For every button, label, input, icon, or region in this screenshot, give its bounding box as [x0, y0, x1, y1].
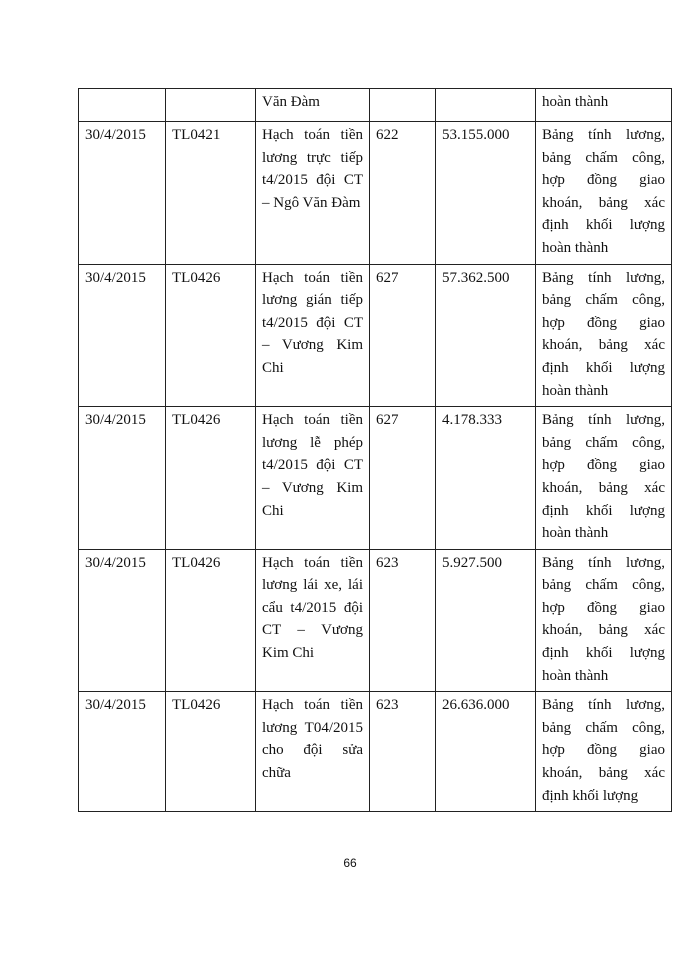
table-row — [79, 549, 672, 692]
date-cell: 30/4/2015 — [79, 549, 166, 692]
account-cell: 627 — [370, 407, 436, 550]
date-cell — [79, 89, 166, 122]
date-cell: 30/4/2015 — [79, 122, 166, 265]
description-cell: Hạch toán tiền lương T04/2015 cho đội sửa chữa — [256, 692, 370, 812]
documents-cell: Bảng tính lương, bảng chấm công, hợp đồng giao khoán, bảng xác định khối lượng — [536, 692, 672, 812]
amount-cell: 4.178.333 — [436, 407, 536, 550]
voucher-code-cell: TL0426 — [166, 549, 256, 692]
voucher-code-cell — [166, 89, 256, 122]
table-row — [79, 89, 672, 122]
description-cell: Hạch toán tiền lương trực tiếp t4/2015 đội CT – Ngô Văn Đàm — [256, 122, 370, 265]
ledger-body — [79, 89, 672, 812]
description-cell: Hạch toán tiền lương lễ phép t4/2015 đội CT – Vương Kim Chi — [256, 407, 370, 550]
documents-cell: Bảng tính lương, bảng chấm công, hợp đồng giao khoán, bảng xác định khối lượng hoàn thành — [536, 264, 672, 407]
account-cell: 627 — [370, 264, 436, 407]
description-cell: Hạch toán tiền lương lái xe, lái cẩu t4/2015 đội CT – Vương Kim Chi — [256, 549, 370, 692]
account-cell: 623 — [370, 692, 436, 812]
voucher-code-cell: TL0421 — [166, 122, 256, 265]
voucher-code-cell: TL0426 — [166, 407, 256, 550]
amount-cell — [436, 89, 536, 122]
date-cell: 30/4/2015 — [79, 692, 166, 812]
table-row — [79, 407, 672, 550]
amount-cell: 53.155.000 — [436, 122, 536, 265]
table-row — [79, 692, 672, 812]
amount-cell: 26.636.000 — [436, 692, 536, 812]
voucher-code-cell: TL0426 — [166, 264, 256, 407]
table-row — [79, 264, 672, 407]
account-cell: 623 — [370, 549, 436, 692]
date-cell: 30/4/2015 — [79, 407, 166, 550]
amount-cell: 57.362.500 — [436, 264, 536, 407]
amount-cell: 5.927.500 — [436, 549, 536, 692]
documents-cell: hoàn thành — [536, 89, 672, 122]
documents-cell: Bảng tính lương, bảng chấm công, hợp đồng giao khoán, bảng xác định khối lượng hoàn thành — [536, 122, 672, 265]
page-number: 66 — [343, 856, 357, 870]
description-cell: Hạch toán tiền lương gián tiếp t4/2015 đội CT – Vương Kim Chi — [256, 264, 370, 407]
account-cell: 622 — [370, 122, 436, 265]
date-cell: 30/4/2015 — [79, 264, 166, 407]
documents-cell: Bảng tính lương, bảng chấm công, hợp đồng giao khoán, bảng xác định khối lượng hoàn thành — [536, 407, 672, 550]
ledger-table — [78, 88, 672, 812]
account-cell — [370, 89, 436, 122]
documents-cell: Bảng tính lương, bảng chấm công, hợp đồng giao khoán, bảng xác định khối lượng hoàn thành — [536, 549, 672, 692]
description-cell: Văn Đàm — [256, 89, 370, 122]
table-row — [79, 122, 672, 265]
voucher-code-cell: TL0426 — [166, 692, 256, 812]
